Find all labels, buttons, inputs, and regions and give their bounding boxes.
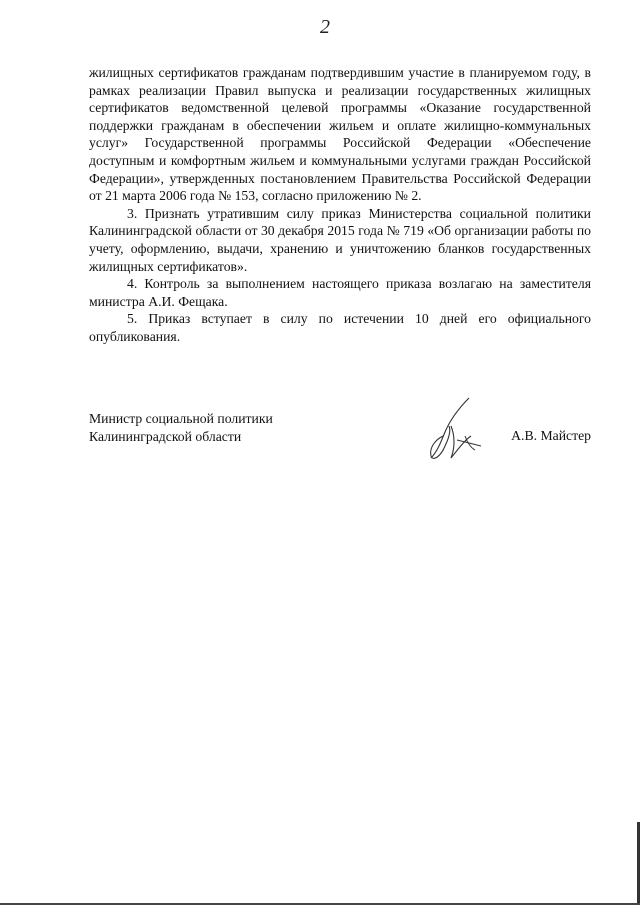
page-number: 2 bbox=[320, 16, 330, 38]
paragraph-4: 4. Контроль за выполнением настоящего приказа возлагаю на заместителя министра А.И. Фещака. bbox=[89, 276, 591, 309]
handwritten-signature bbox=[421, 396, 491, 464]
paragraph-continuation: жилищных сертификатов гражданам подтвердившим участие в планируемом году, в рамках реализации Правил выпуска и реализации государственных жилищных сертификатов ведомственной целевой программы «Оказание государственной поддержки гражданам в обеспечении жильем и оплате жилищно-коммунальных услуг» Государственной программы Российской Федерации «Обеспечение доступным и комфортным жильем и коммунальными услугами граждан Российской Федерации», утвержденных постановлением Правительства Российской Федерации от 21 марта 2006 года № 153, согласно приложению № 2. bbox=[89, 65, 591, 204]
signer-title-line1: Министр социальной политики bbox=[89, 411, 273, 426]
signer-title-line2: Калининградской области bbox=[89, 428, 242, 444]
paragraph-5: 5. Приказ вступает в силу по истечении 10 дней его официального опубликования. bbox=[89, 311, 591, 344]
document-body bbox=[89, 64, 591, 346]
signature-block bbox=[89, 410, 591, 470]
signer-title bbox=[89, 410, 273, 445]
signer-name: А.В. Майстер bbox=[511, 428, 591, 443]
paragraph-3: 3. Признать утратившим силу приказ Министерства социальной политики Калининградской области от 30 декабря 2015 года № 719 «Об организации работы по учету, оформлению, выдачи, хранению и уничтожению бланков государственных жилищных сертификатов». bbox=[89, 205, 591, 274]
